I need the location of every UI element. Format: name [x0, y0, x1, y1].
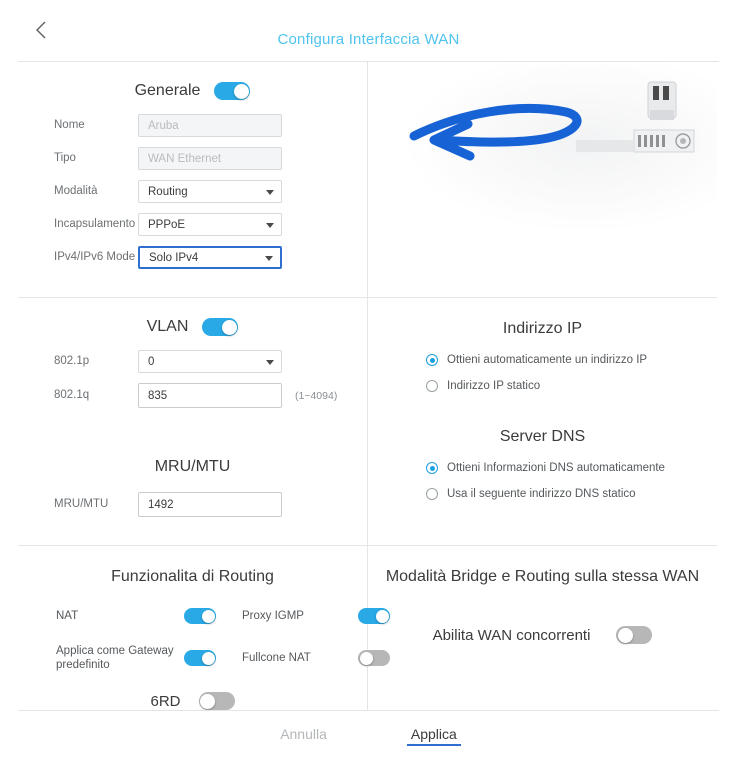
label-ipmode: IPv4/IPv6 Mode	[54, 251, 136, 263]
mru-fields	[18, 492, 367, 545]
mru-title: MRU/MTU	[154, 458, 231, 475]
select-incapsulamento-value: PPPoE	[148, 218, 186, 231]
toggle-default-gateway[interactable]	[184, 650, 216, 666]
label-nat: NAT	[56, 610, 79, 622]
blue-arrow-annotation	[408, 84, 638, 194]
radio-ip-auto-label: Ottieni automaticamente un indirizzo IP	[447, 354, 648, 366]
chevron-down-icon	[265, 256, 273, 261]
input-8021q[interactable]: 835	[138, 383, 282, 408]
label-6rd: 6RD	[150, 692, 181, 710]
select-modalita-value: Routing	[148, 185, 188, 198]
annotation-panel	[368, 62, 717, 297]
cancel-button[interactable]: Annulla	[280, 725, 327, 742]
routing-section	[18, 546, 367, 710]
routing-title: Funzionalita di Routing	[111, 568, 274, 585]
vlan-section	[18, 298, 367, 545]
radio-ip-static-label: Indirizzo IP statico	[447, 380, 541, 392]
main-grid	[18, 62, 719, 710]
ip-dns-section	[368, 298, 717, 545]
label-8021p: 802.1p	[54, 355, 90, 367]
field-row-nome	[18, 114, 367, 137]
routing-row-gateway	[18, 644, 367, 672]
field-row-8021p	[18, 350, 367, 373]
chevron-down-icon	[266, 223, 274, 228]
radio-dns-static[interactable]	[426, 488, 438, 500]
select-8021p[interactable]	[138, 350, 282, 373]
radio-dns-static-label: Usa il seguente indirizzo DNS statico	[447, 488, 636, 500]
radio-row-dns-static[interactable]	[368, 488, 717, 500]
chevron-down-icon	[266, 190, 274, 195]
radio-ip-static[interactable]	[426, 380, 438, 392]
field-row-8021q	[18, 383, 367, 408]
input-nome: Aruba	[138, 114, 282, 137]
ip-title: Indirizzo IP	[502, 320, 583, 337]
page-header	[18, 0, 719, 62]
radio-row-ip-static[interactable]	[368, 380, 717, 392]
field-row-incapsulamento	[18, 213, 367, 236]
label-modalita: Modalità	[54, 185, 98, 197]
toggle-concurrent-wan[interactable]	[616, 626, 652, 644]
general-enable-toggle[interactable]	[214, 82, 250, 100]
bridge-toggle-row	[368, 626, 717, 644]
radio-ip-auto[interactable]	[426, 354, 438, 366]
radio-row-dns-auto[interactable]	[368, 462, 717, 474]
general-fields	[18, 114, 367, 297]
label-default-gateway: Applica come Gateway predefinito	[56, 645, 174, 671]
select-modalita[interactable]	[138, 180, 282, 203]
label-8021q: 802.1q	[54, 389, 90, 401]
input-mru[interactable]: 1492	[138, 492, 282, 517]
bridge-section	[368, 546, 717, 710]
select-ipmode-value: Solo IPv4	[149, 251, 199, 264]
label-mru: MRU/MTU	[54, 498, 109, 510]
label-proxy-igmp: Proxy IGMP	[242, 610, 304, 622]
field-row-mru	[18, 492, 367, 517]
page-title: Configura Interfaccia WAN	[277, 31, 460, 48]
routing-row-nat	[18, 608, 367, 624]
radio-row-ip-auto[interactable]	[368, 354, 717, 366]
vlan-fields	[18, 350, 367, 436]
select-ipmode[interactable]	[138, 246, 282, 269]
radio-dns-auto[interactable]	[426, 462, 438, 474]
label-nome: Nome	[54, 119, 85, 131]
vlan-enable-toggle[interactable]	[202, 318, 238, 336]
label-tipo: Tipo	[54, 152, 76, 164]
vlan-title: VLAN	[146, 318, 189, 335]
routing-row-6rd	[18, 692, 367, 710]
radio-dns-auto-label: Ottieni Informazioni DNS automaticamente	[447, 462, 665, 474]
field-row-ipmode	[18, 246, 367, 269]
input-tipo: WAN Ethernet	[138, 147, 282, 170]
field-row-modalita	[18, 180, 367, 203]
apply-button[interactable]: Applica	[410, 725, 457, 742]
hint-8021q-range: (1~4094)	[295, 389, 338, 402]
toggle-6rd[interactable]	[199, 692, 235, 710]
select-8021p-value: 0	[148, 355, 155, 368]
general-title: Generale	[134, 82, 201, 99]
label-fullcone-nat: Fullcone NAT	[242, 652, 311, 664]
field-row-tipo	[18, 147, 367, 170]
bridge-title: Modalità Bridge e Routing sulla stessa WAN	[385, 568, 700, 585]
label-concurrent-wan: Abilita WAN concorrenti	[432, 626, 591, 644]
dns-title: Server DNS	[499, 428, 586, 445]
chevron-down-icon	[266, 360, 274, 365]
general-section	[18, 62, 367, 297]
select-incapsulamento[interactable]	[138, 213, 282, 236]
footer-actions	[18, 710, 719, 756]
toggle-nat[interactable]	[184, 608, 216, 624]
label-incapsulamento: Incapsulamento	[54, 218, 136, 230]
